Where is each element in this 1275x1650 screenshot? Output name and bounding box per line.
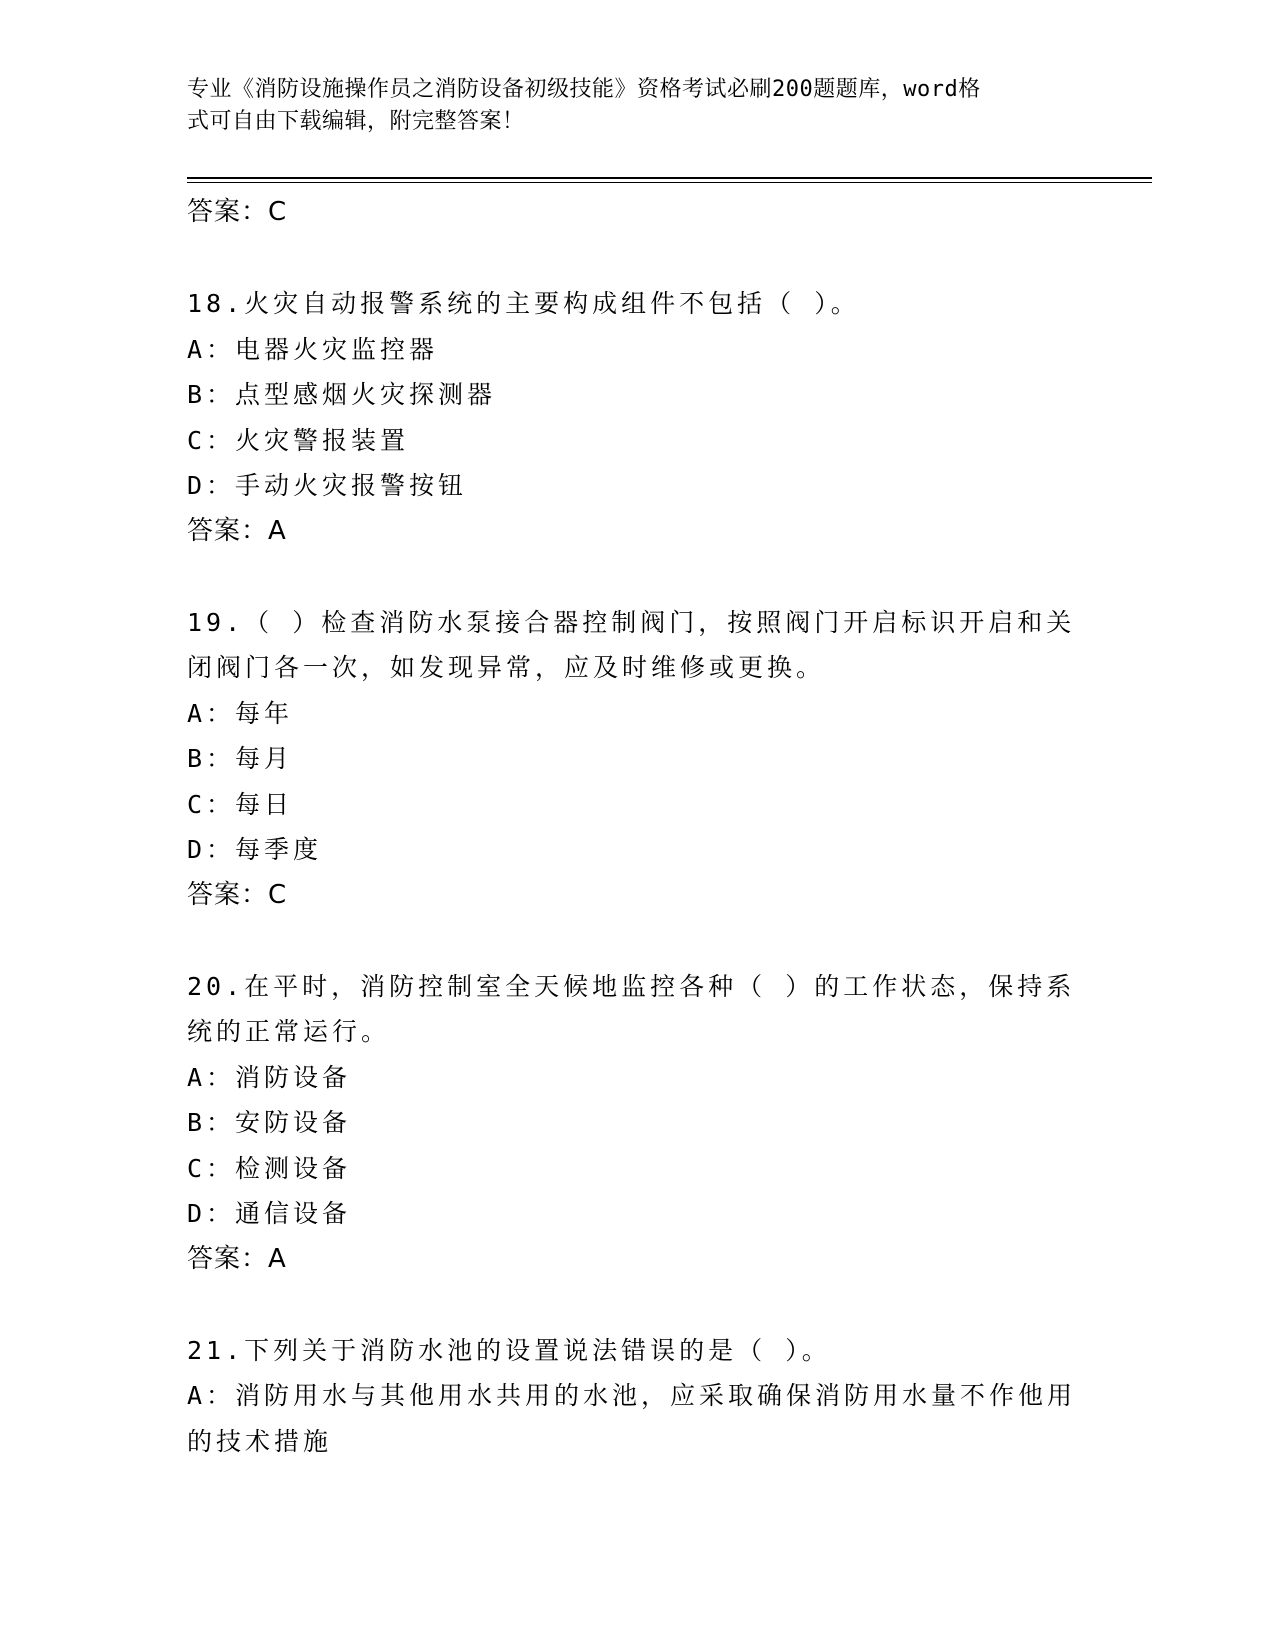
option-a: A：消防用水与其他用水共用的水池，应采取确保消防用水量不作他用 [187,1381,1077,1410]
answer: 答案：A [187,1243,287,1274]
question-stem-continued: 统的正常运行。 [187,1017,391,1046]
option-a: A：每年 [187,698,294,728]
question-list [187,190,1087,1464]
option-d: D：通信设备 [187,1199,352,1228]
question-stem-continued: 闭阀门各一次，如发现异常，应及时维修或更换。 [187,653,826,682]
option-b: B：点型感烟火灾探测器 [187,380,497,409]
question-stem: 20.在平时，消防控制室全天候地监控各种（ ）的工作状态，保持系 [187,971,1076,1001]
option-c: C：每日 [187,789,294,819]
spacer [187,236,1087,282]
question-stem: 18.火灾自动报警系统的主要构成组件不包括（ ）。 [187,289,860,318]
option-b: B：每月 [187,744,294,773]
option-d: D：手动火灾报警按钮 [187,471,468,500]
header-rule-thick [187,177,1152,179]
spacer [187,918,1087,964]
option-c: C：检测设备 [187,1153,352,1183]
header-line-1: 专业《消防设施操作员之消防设备初级技能》资格考试必刷200题题库，word格 [187,77,981,102]
answer: 答案：C [187,879,288,910]
option-c: C：火灾警报装置 [187,425,410,455]
question-20 [187,964,1087,1283]
option-b: B：安防设备 [187,1108,352,1137]
question-21 [187,1328,1087,1465]
question-stem: 21.下列关于消防水池的设置说法错误的是（ ）。 [187,1335,831,1365]
question-19 [187,600,1087,919]
previous-answer: 答案：C [187,197,288,227]
option-a: A：消防设备 [187,1062,352,1092]
header-line-2: 式可自由下载编辑，附完整答案！ [187,109,525,134]
option-a-continued: 的技术措施 [187,1426,333,1456]
question-18 [187,281,1087,554]
option-d: D：每季度 [187,835,323,864]
spacer [187,554,1087,600]
option-a: A：电器火灾监控器 [187,334,439,364]
question-stem: 19.（ ）检查消防水泵接合器控制阀门，按照阀门开启标识开启和关 [187,607,1076,637]
header-rule-thin [187,182,1152,183]
spacer [187,1282,1087,1328]
answer: 答案：A [187,515,287,546]
document-header [187,74,1087,138]
